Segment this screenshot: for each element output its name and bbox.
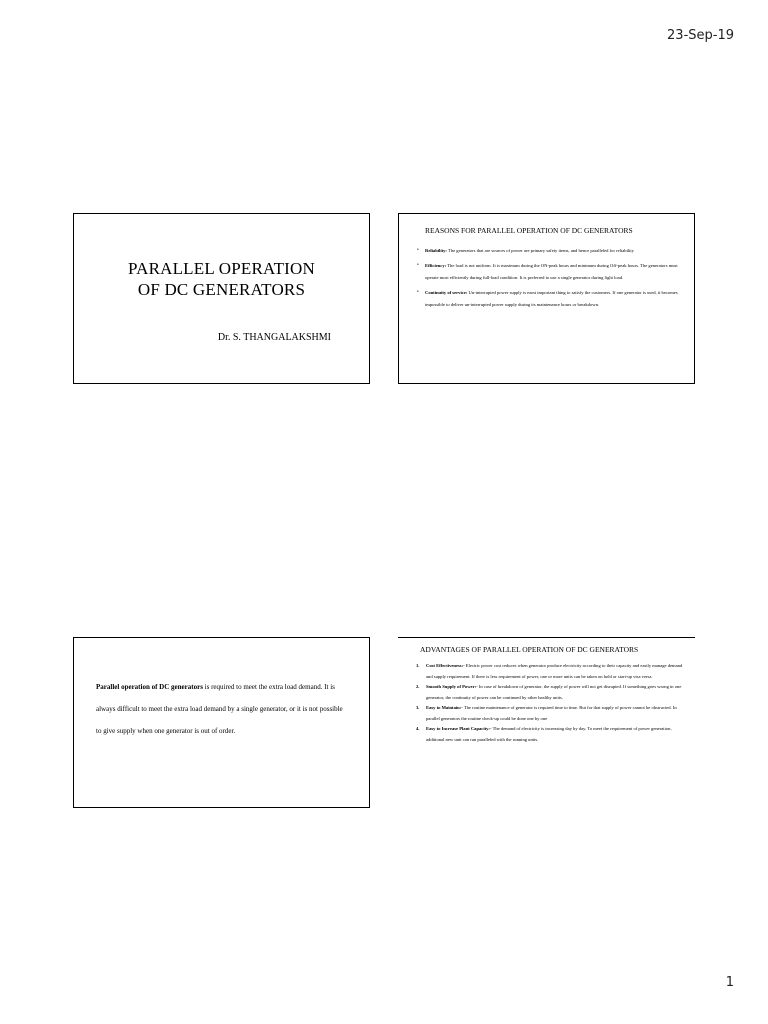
advantage-term: Cost Effectiveness:-: [426, 663, 465, 668]
definition-text: is required to meet the extra load demand. It is always difficult to meet the extra load demand by a single generator, or it is not possible to give supply when one generator is out of order.: [96, 683, 343, 735]
slide-title-line-2: OF DC GENERATORS: [137, 280, 306, 299]
definition-lead: Parallel operation of DC generators: [96, 683, 203, 691]
advantage-text: The demand of electricity is increasing day by day. To meet the requirement of power generation, additional new unit can run paralleled with the running units.: [426, 726, 672, 742]
item-number: 4.: [416, 726, 420, 731]
slide-author: Dr. S. THANGALAKSHMI: [217, 332, 331, 343]
list-item: [417, 260, 678, 284]
item-number: 3.: [416, 705, 420, 710]
slide-title: [73, 213, 370, 384]
slide-advantages: [398, 637, 695, 808]
reasons-list: [417, 245, 678, 311]
advantage-text: Electric power cost reduces when generator produce electricity according to their capacity and easily manage demand and supply requirement. If there is less requirement of power, one or more units can be taken on hold or start-up visa versa.: [426, 663, 683, 679]
advantage-term: Easy to Maintain:-: [426, 705, 463, 710]
slide-title-heading: [74, 258, 369, 300]
slide-title-line-1: PARALLEL OPERATION: [128, 259, 315, 278]
reason-term: Efficiency:: [425, 263, 447, 268]
advantage-text: The routine maintenance of generator is required time to time. But for that supply of power cannot be obstructed. In parallel generators the routine check-up could be done one by one: [426, 705, 677, 721]
reason-text: Un-interrupted power supply is most important thing to satisfy the customers. If one generator is used, it becomes impossible to deliver un-interrupted power supply during its maintenance hours or breakdown.: [425, 290, 678, 307]
list-item: [417, 245, 678, 257]
advantage-term: Easy to Increase Plant Capacity:-: [426, 726, 492, 731]
advantages-list: [416, 661, 687, 745]
advantage-term: Smooth Supply of Power:-: [426, 684, 478, 689]
list-item: [417, 287, 678, 311]
list-item: [416, 661, 687, 682]
slide-definition: [73, 637, 370, 808]
item-number: 1.: [416, 663, 420, 668]
document-date: 23-Sep-19: [667, 28, 734, 43]
advantage-text: In case of breakdown of generator, the supply of power will not get disrupted. If something goes wrong in one generator, the continuity of power can be continued by other healthy units.: [426, 684, 682, 700]
reason-text: The generators that are sources of power are primary safety items, and hence paralleled for reliability: [446, 248, 634, 253]
reasons-heading: REASONS FOR PARALLEL OPERATION OF DC GENERATORS: [425, 226, 633, 235]
slide-reasons: [398, 213, 695, 384]
advantages-heading: ADVANTAGES OF PARALLEL OPERATION OF DC GENERATORS: [420, 645, 639, 654]
definition-paragraph: [96, 676, 347, 742]
page-number: 1: [725, 975, 734, 990]
item-number: 2.: [416, 684, 420, 689]
list-item: [416, 703, 687, 724]
reason-term: Reliability:: [425, 248, 447, 253]
reason-text: The load is not uniform. It is maximum during the ON-peak hours and minimum during Off-peak hours. The generators must operate most efficiently during full-load condition. It is preferred to use a single generator during light load.: [425, 263, 678, 280]
list-item: [416, 682, 687, 703]
list-item: [416, 724, 687, 745]
reason-term: Continuity of service:: [425, 290, 468, 295]
